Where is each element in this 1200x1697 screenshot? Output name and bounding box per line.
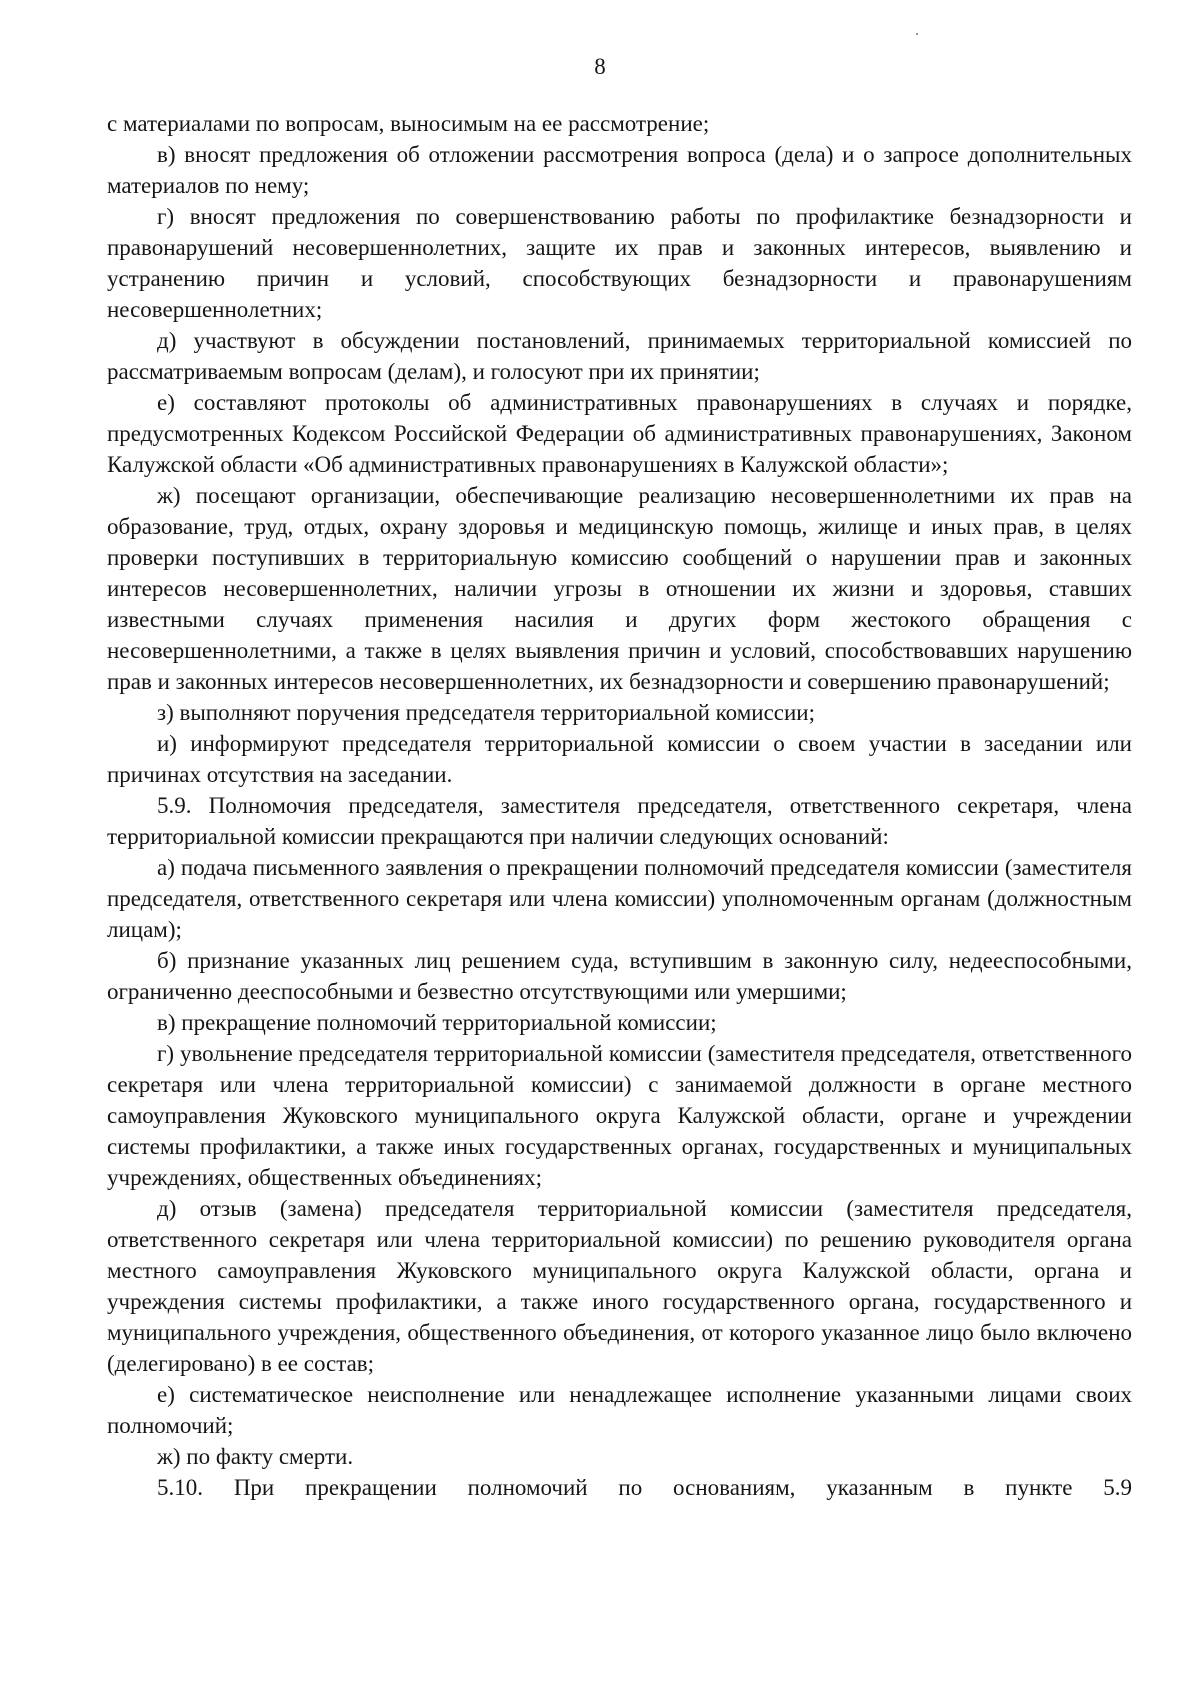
paragraph-item-zh: ж) посещают организации, обеспечивающие реализацию несовершеннолетними их прав на образование, труд, отдых, охрану здоровья и медицинскую помощь, жилище и иных прав, в целях проверки поступивших в территориальную комиссию сообщений о нарушении прав и законных интересов несовершеннолетних, наличии угрозы в отношении их жизни и здоровья, ставших известными случаях применения насилия и других форм жестокого обращения с несовершеннолетними, а также в целях выявления причин и условий, способствовавших нарушению прав и законных интересов несовершеннолетних, их безнадзорности и совершению правонарушений;	[107, 483, 1132, 694]
paragraph-item-v: в) вносят предложения об отложении рассмотрения вопроса (дела) и о запросе дополнительных материалов по нему;	[107, 142, 1132, 198]
paragraph-item-b: б) признание указанных лиц решением суда, вступившим в законную силу, недееспособными, ограниченно дееспособными и безвестно отсутствующими или умершими;	[107, 948, 1132, 1004]
paragraph-item-a: а) подача письменного заявления о прекращении полномочий председателя комиссии (заместителя председателя, ответственного секретаря или члена комиссии) уполномоченным органам (должностным лицам);	[107, 855, 1132, 942]
paragraph-continuation: с материалами по вопросам, выносимым на ее рассмотрение;	[107, 111, 710, 136]
paragraph-item-i: и) информируют председателя территориальной комиссии о своем участии в заседании или причинах отсутствия на заседании.	[107, 731, 1132, 787]
paragraph-item-e: е) составляют протоколы об административных правонарушениях в случаях и порядке, предусмотренных Кодексом Российской Федерации об административных правонарушениях, Законом Калужской области «Об административных правонарушениях в Калужской области»;	[107, 390, 1132, 477]
paragraph-item-e-2: е) систематическое неисполнение или ненадлежащее исполнение указанными лицами своих полномочий;	[107, 1382, 1132, 1438]
page-number: 8	[594, 54, 606, 79]
paragraph-item-d: д) участвуют в обсуждении постановлений, принимаемых территориальной комиссией по рассматриваемым вопросам (делам), и голосуют при их принятии;	[107, 328, 1132, 384]
scan-speck	[916, 33, 918, 35]
document-body	[107, 108, 1132, 1503]
paragraph-clause-5-10: 5.10. При прекращении полномочий по основаниям, указанным в пункте 5.9	[157, 1475, 1132, 1500]
paragraph-item-g-2: г) увольнение председателя территориальной комиссии (заместителя председателя, ответственного секретаря или члена территориальной комиссии) с занимаемой должности в органе местного самоуправления Жуковского муниципального округа Калужской области, органе и учреждении системы профилактики, а также иных государственных органах, государственных и муниципальных учреждениях, общественных объединениях;	[107, 1041, 1132, 1190]
paragraph-clause-5-9: 5.9. Полномочия председателя, заместителя председателя, ответственного секретаря, члена территориальной комиссии прекращаются при наличии следующих оснований:	[107, 793, 1132, 849]
paragraph-item-v-2: в) прекращение полномочий территориальной комиссии;	[157, 1010, 717, 1035]
paragraph-item-d-2: д) отзыв (замена) председателя территориальной комиссии (заместителя председателя, ответственного секретаря или члена территориальной комиссии) по решению руководителя органа местного самоуправления Жуковского муниципального округа Калужской области, органа и учреждения системы профилактики, а также иного государственного органа, государственного и муниципального учреждения, общественного объединения, от которого указанное лицо было включено (делегировано) в ее состав;	[107, 1196, 1132, 1376]
paragraph-item-zh-2: ж) по факту смерти.	[157, 1444, 354, 1469]
paragraph-item-g: г) вносят предложения по совершенствованию работы по профилактике безнадзорности и правонарушений несовершеннолетних, защите их прав и законных интересов, выявлению и устранению причин и условий, способствующих безнадзорности и правонарушениям несовершеннолетних;	[107, 204, 1132, 322]
paragraph-item-z: з) выполняют поручения председателя территориальной комиссии;	[157, 700, 816, 725]
